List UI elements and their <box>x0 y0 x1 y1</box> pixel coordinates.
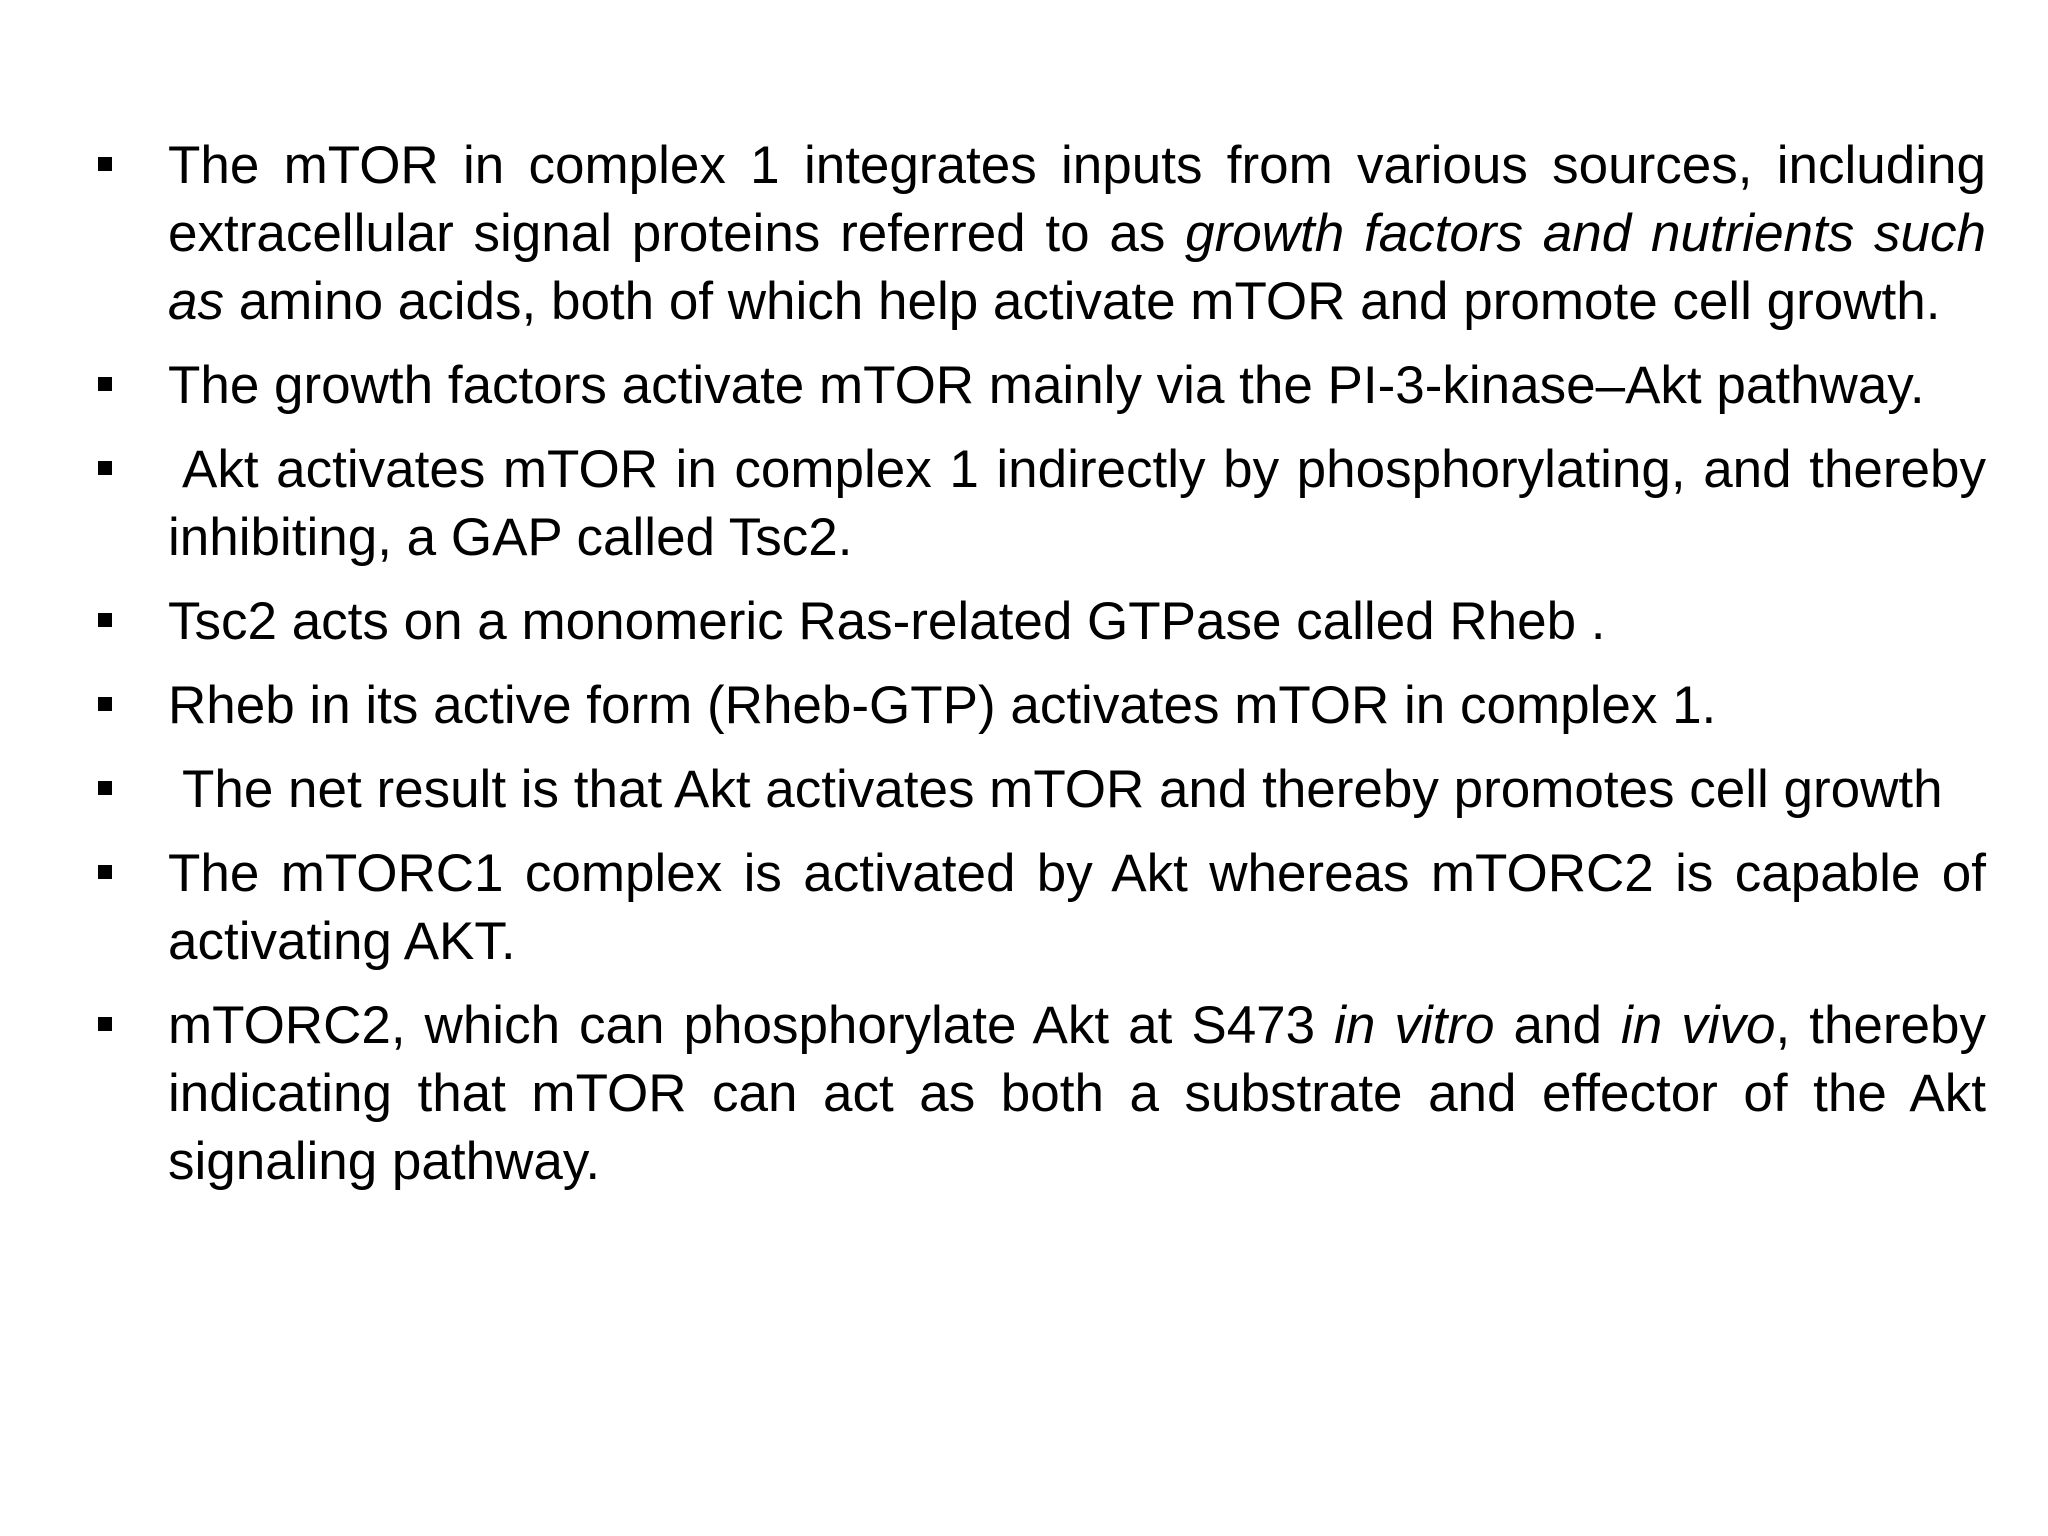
bullet-text: The mTORC1 complex is activated by Akt whereas mTORC2 is capable of activating AKT. <box>168 844 1986 971</box>
bullet-item <box>90 436 1986 572</box>
bullet-item <box>90 588 1986 656</box>
bullet-text: The growth factors activate mTOR mainly via the PI-3-kinase–Akt pathway. <box>168 356 1925 415</box>
square-bullet-icon <box>98 377 112 391</box>
bullet-text: Rheb in its active form (Rheb-GTP) activates mTOR in complex 1. <box>168 676 1717 735</box>
italic-text: in vivo <box>1620 996 1776 1055</box>
bullet-item <box>90 672 1986 740</box>
bullet-text: The net result is that Akt activates mTOR and thereby promotes cell growth <box>182 760 1943 819</box>
bullet-item <box>90 756 1986 824</box>
bullet-text: Akt activates mTOR in complex 1 indirectly by phosphorylating, and thereby inhibiting, a GAP called Tsc2. <box>168 440 1986 567</box>
square-bullet-icon <box>98 865 112 879</box>
bullet-item <box>90 352 1986 420</box>
square-bullet-icon <box>98 613 112 627</box>
square-bullet-icon <box>98 1017 112 1031</box>
bullet-item <box>90 840 1986 976</box>
bullet-text: mTORC2, which can phosphorylate Akt at S473 in vitro and in vivo, thereby indicating that mTOR can act as both a substrate and effector of the Akt signaling pathway. <box>168 996 1986 1191</box>
square-bullet-icon <box>98 461 112 475</box>
square-bullet-icon <box>98 697 112 711</box>
bullet-item <box>90 132 1986 336</box>
square-bullet-icon <box>98 157 112 171</box>
square-bullet-icon <box>98 781 112 795</box>
bullet-text: The mTOR in complex 1 integrates inputs from various sources, including extracellular signal proteins referred to as growth factors and nutrients such as amino acids, both of which help activate mTOR and promote cell growth. <box>168 136 1986 331</box>
bullet-list <box>90 132 1986 1212</box>
italic-text: growth factors and nutrients such as <box>168 204 1986 331</box>
bullet-text: Tsc2 acts on a monomeric Ras-related GTPase called Rheb . <box>168 592 1606 651</box>
italic-text: in vitro <box>1334 996 1495 1055</box>
bullet-item <box>90 992 1986 1196</box>
